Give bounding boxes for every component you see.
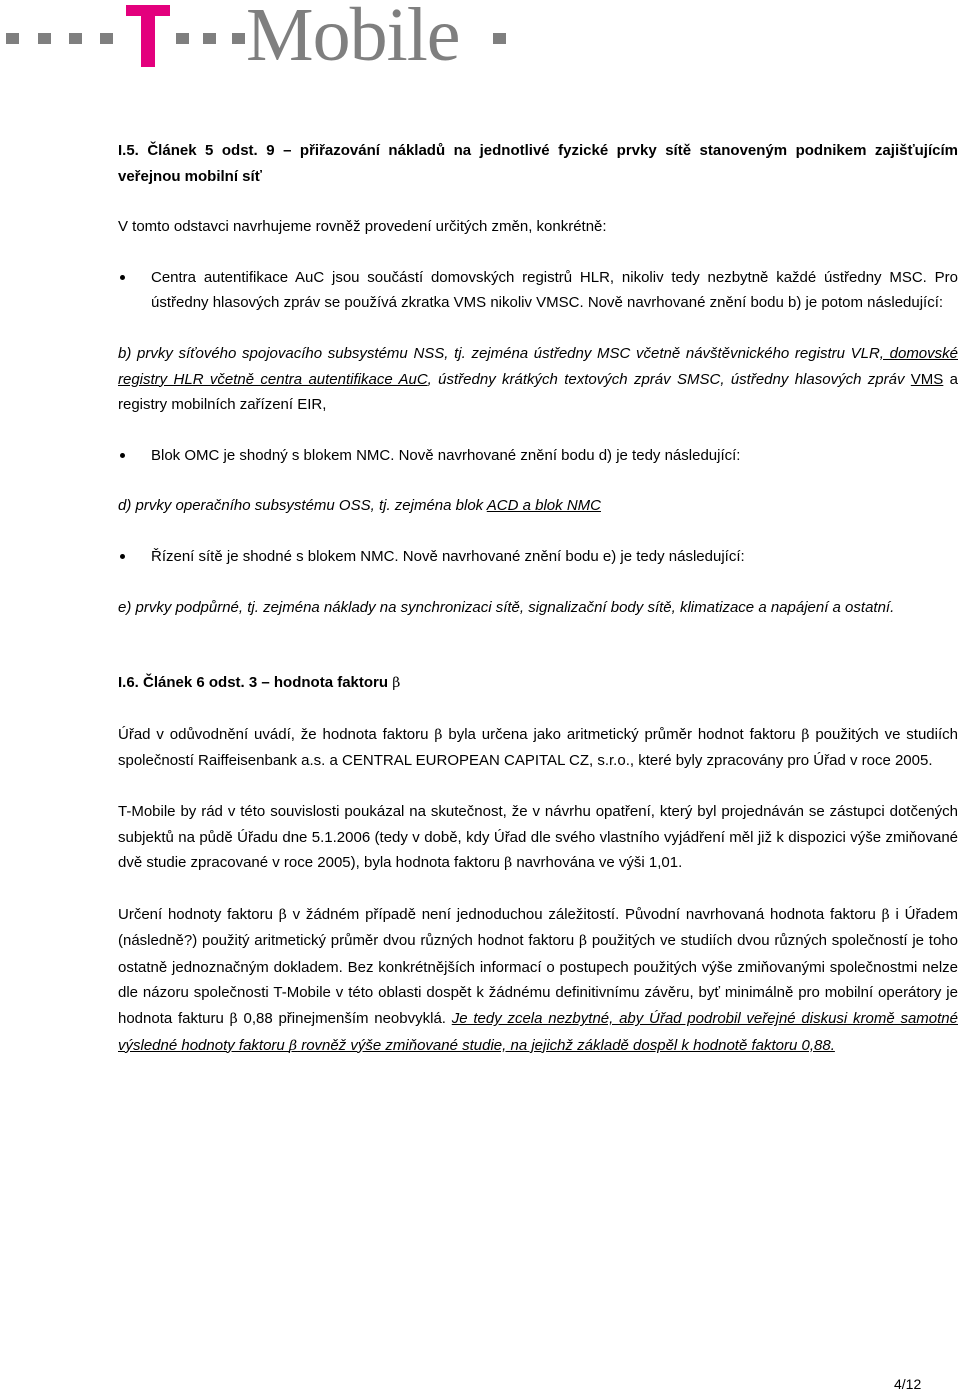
- logo-dot: [203, 33, 216, 44]
- logo-dot: [38, 33, 51, 44]
- text-run: T-Mobile by rád v této souvislosti poukázal na skutečnost, že v návrhu opatření, který byl projednáván se zástupci dotčených subjektů na půdě Úřadu dne 5.1.2006 (tedy v době, kdy Úřad dle svého vlastního vyjádření měl již k dispozici výše zmiňované dvě studie zpracované v roce 2005), byla hodnota faktoru: [118, 802, 958, 872]
- beta-symbol: β: [801, 726, 810, 743]
- emphasis-run: rovněž výše zmiňované studie, na jejichž základě dospěl k hodnotě faktoru 0,88.: [297, 1036, 835, 1054]
- page-number: 4/12: [894, 1376, 922, 1392]
- item-b-text: , ústředny krátkých textových zpráv SMSC, ústředny hlasových zpráv: [427, 370, 911, 388]
- document-body: [118, 138, 958, 1059]
- section-heading-text: I.6. Článek 6 odst. 3 – hodnota faktoru: [118, 674, 389, 692]
- beta-symbol: β: [434, 726, 443, 743]
- bullet-item: Blok OMC je shodný s blokem NMC. Nově navrhované znění bodu d) je tedy následující:: [118, 443, 958, 469]
- logo-t-stem: [141, 5, 155, 67]
- text-run: i Úřadem (následně?) použitý aritmetický průměr dvou různých hodnot faktoru: [118, 905, 958, 950]
- beta-symbol: β: [881, 906, 890, 923]
- t-mobile-logo: [0, 0, 520, 76]
- beta-symbol: β: [288, 1037, 298, 1054]
- text-run: Určení hodnoty faktoru: [118, 905, 279, 923]
- beta-symbol: β: [229, 1011, 238, 1028]
- beta-symbol: β: [278, 906, 287, 923]
- text-run: použitých ve studiích dvou různých společností je toho ostatně jednoznačným dokladem. Bez konkrétnějších informací o postupech použitých výše zmiňovanými společnostmi nelze dle názoru společnosti T-Mobile v této oblasti dospět k žádnému definitivnímu závěru, byť minimálně pro mobilní operátory je hodnota fakturu: [118, 932, 959, 1028]
- item-e-paragraph: e) prvky podpůrné, tj. zejména náklady na synchronizaci sítě, signalizační body sítě, klimatizace a napájení a ostatní.: [118, 598, 895, 616]
- bullet-item: Řízení sítě je shodné s blokem NMC. Nově navrhované znění bodu e) je tedy následující:: [118, 544, 958, 570]
- emphasis-run: Je tedy zcela nezbytné, aby Úřad podrobil veřejné diskusi kromě samotné výsledné hodnoty faktoru: [118, 1010, 958, 1054]
- paragraph-history: [118, 799, 958, 877]
- logo-dot: [69, 33, 82, 44]
- text-run: 0,88 přinejmenším neobvyklá.: [237, 1010, 452, 1028]
- item-b-vms: VMS: [910, 370, 944, 388]
- beta-symbol: β: [504, 855, 513, 872]
- text-run: Úřad v odůvodnění uvádí, že hodnota faktoru: [118, 725, 435, 743]
- text-run: navrhována ve výši 1,01.: [512, 854, 683, 872]
- text-run: byla určena jako aritmetický průměr hodnot faktoru: [442, 725, 802, 743]
- item-b-text: a registry mobilních zařízení EIR,: [118, 370, 959, 414]
- item-b-paragraph: [118, 341, 958, 418]
- item-b-underlined: , domovské registry HLR včetně centra autentifikace AuC: [118, 344, 958, 388]
- intro-paragraph: V tomto odstavci navrhujeme rovněž provedení určitých změn, konkrétně:: [118, 218, 607, 236]
- text-run: použitých ve studiích společností Raiffeisenbank a.s. a CENTRAL EUROPEAN CAPITAL CZ, s.r.o., které byly zpracovány pro Úřad v roce 2005.: [118, 725, 958, 770]
- logo-dot: [100, 33, 113, 44]
- section-heading-i5: I.5. Článek 5 odst. 9 – přiřazování nákladů na jednotlivé fyzické prvky sítě stanoveným podnikem zajišťujícím veřejnou mobilní síť: [118, 142, 958, 185]
- text-run: v žádném případě není jednoduchou záležitostí. Původní navrhovaná hodnota faktoru: [286, 905, 882, 923]
- item-d-paragraph: [118, 493, 958, 519]
- section-heading-i6: [118, 670, 958, 697]
- logo-dot: [232, 33, 245, 44]
- paragraph-conclusion: [118, 902, 958, 1060]
- paragraph-justification: [118, 722, 958, 774]
- item-d-underlined: ACD a blok NMC: [486, 497, 601, 515]
- beta-symbol: β: [392, 675, 401, 692]
- logo-dot: [176, 33, 189, 44]
- item-d-text: d) prvky operačního subsystému OSS, tj. zejména blok: [118, 497, 487, 515]
- logo-dot: [493, 33, 506, 44]
- beta-symbol: β: [578, 933, 588, 950]
- logo-dot: [6, 33, 19, 44]
- logo-wordmark: Mobile: [246, 0, 460, 77]
- bullet-item: Centra autentifikace AuC jsou součástí domovských registrů HLR, nikoliv tedy nezbytně každé ústředny MSC. Pro ústředny hlasových zpráv se používá zkratka VMS nikoliv VMSC. Nově navrhované znění bodu b) je potom následující:: [118, 265, 958, 316]
- item-b-text: b) prvky síťového spojovacího subsystému NSS, tj. zejména ústředny MSC včetně návštěvnického registru VLR: [118, 344, 880, 362]
